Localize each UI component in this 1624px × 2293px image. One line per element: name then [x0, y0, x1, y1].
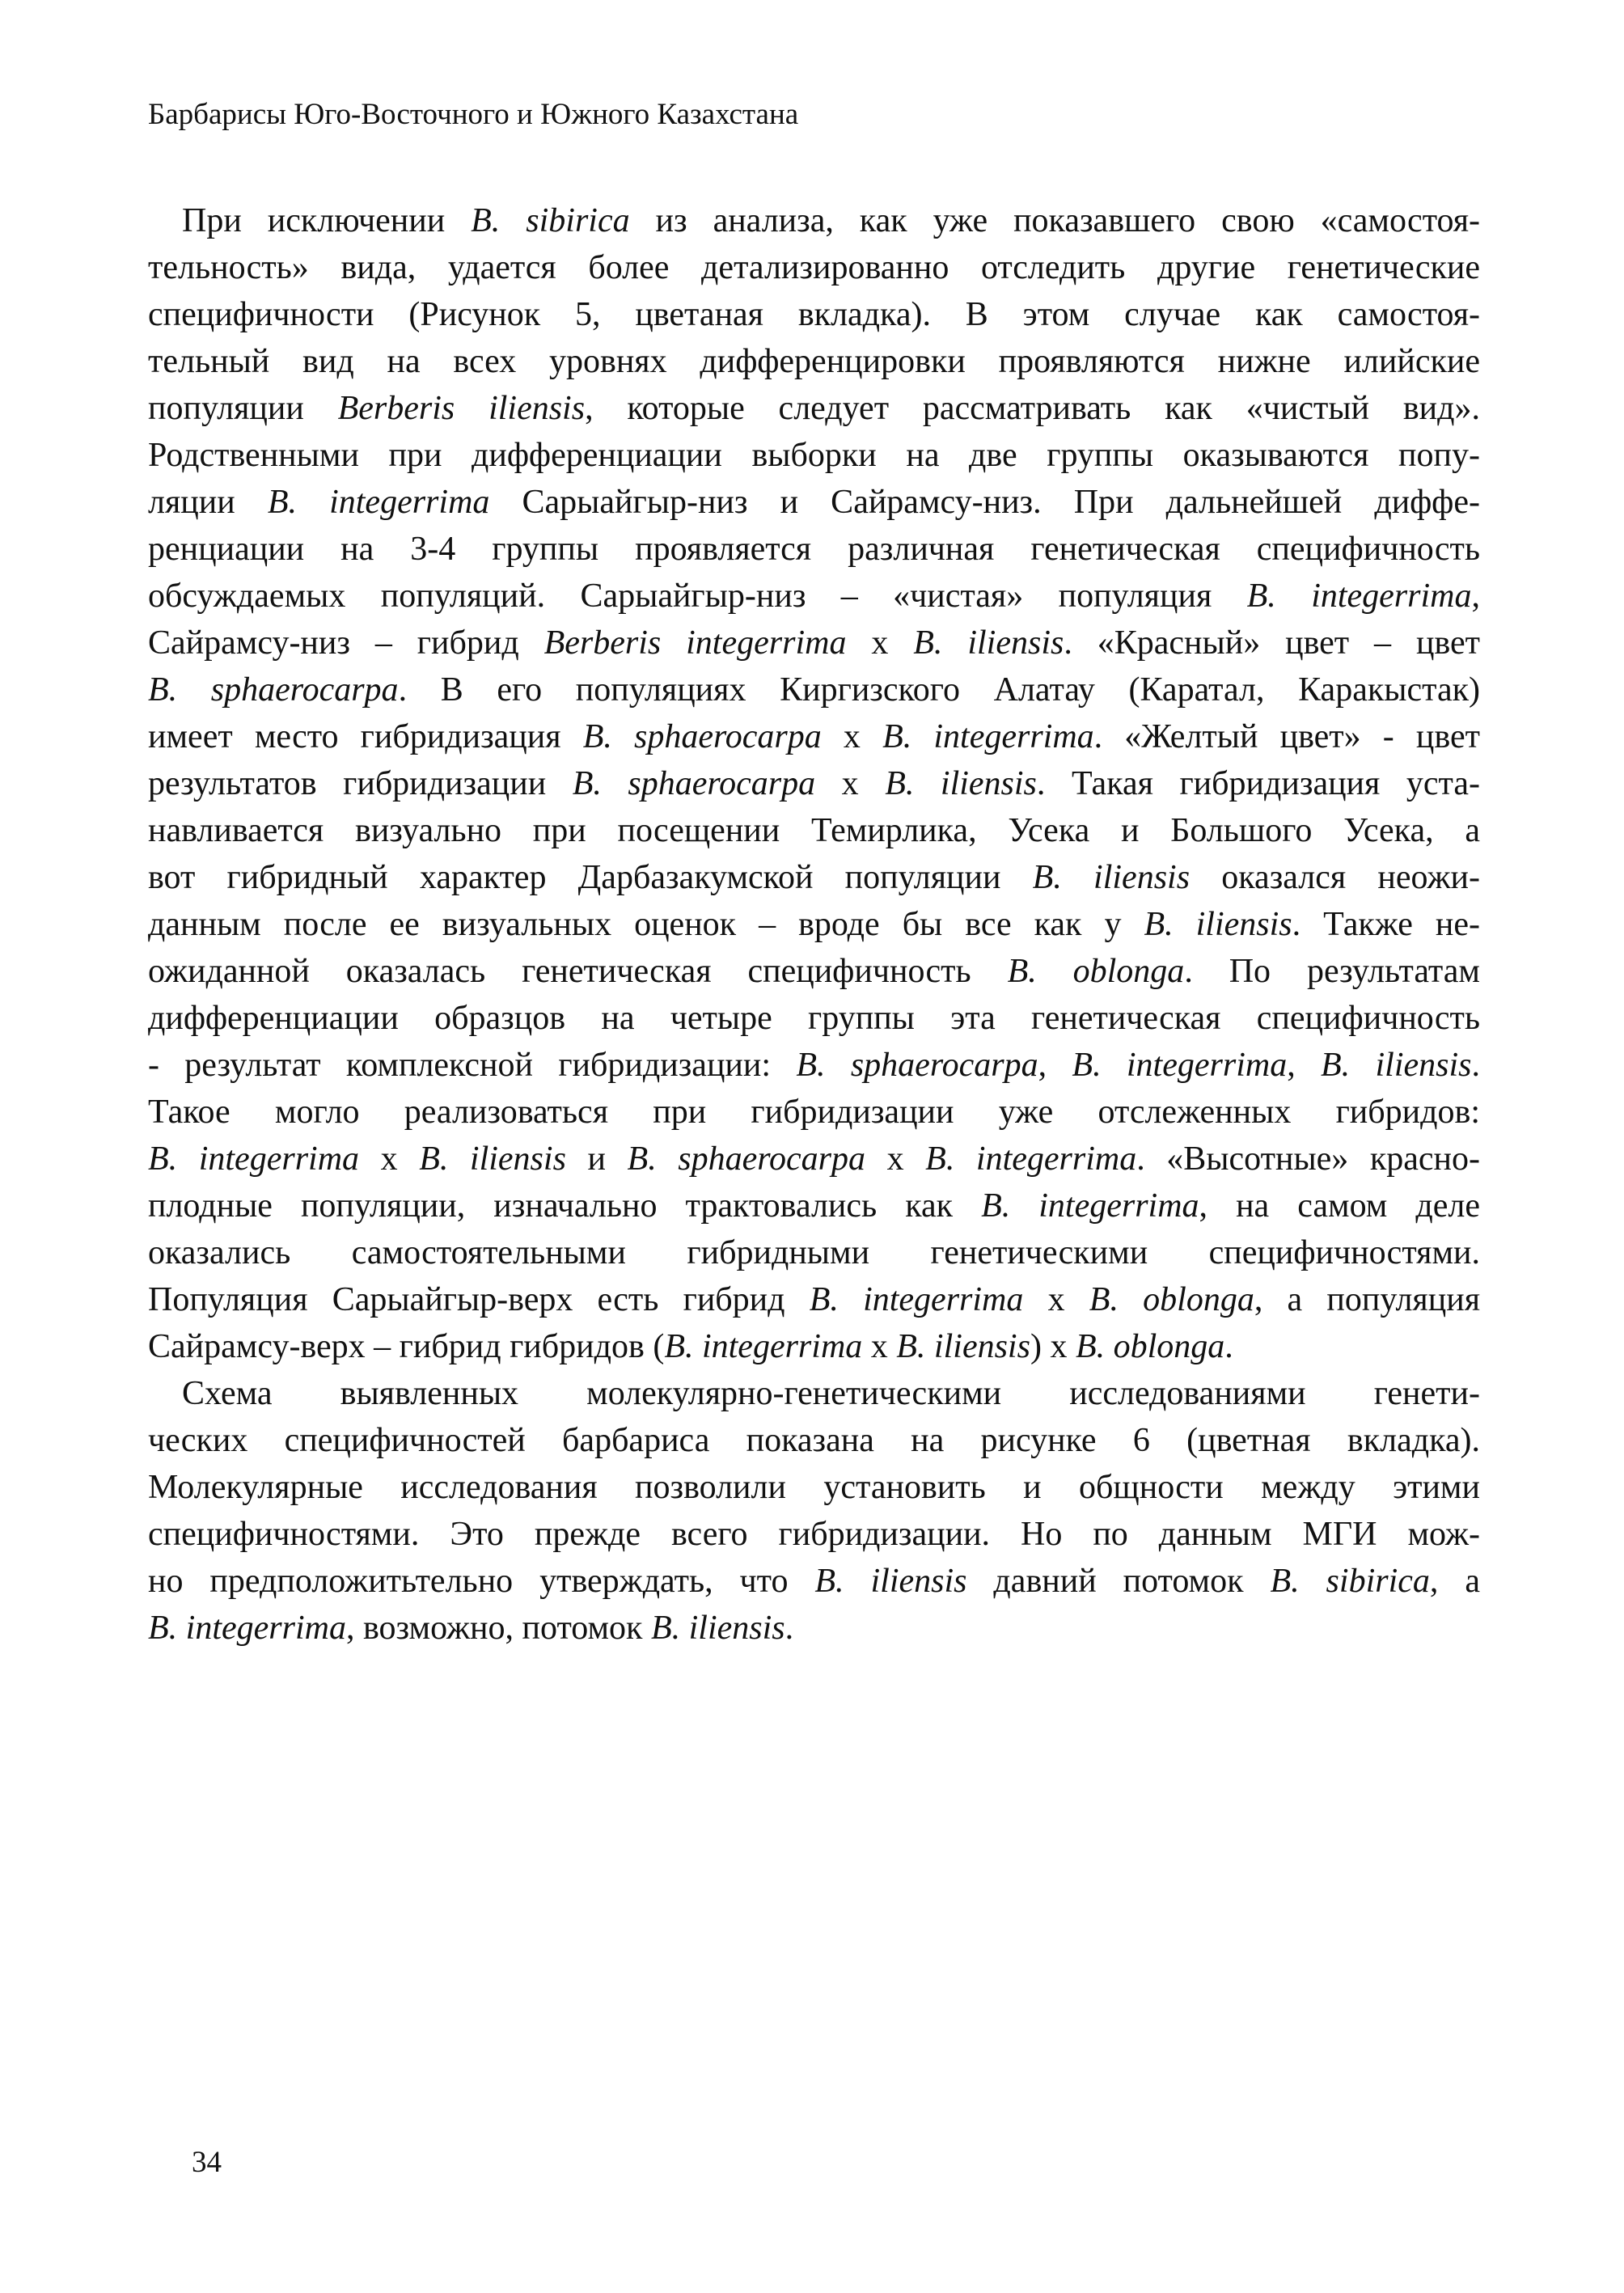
text-segment: x [821, 718, 883, 755]
text-segment: популяции [148, 390, 338, 427]
text-line [148, 807, 1480, 854]
text-line [148, 338, 1480, 385]
text-segment: x [1023, 1281, 1089, 1318]
text-segment: , на самом деле [1199, 1187, 1480, 1225]
text-line [148, 526, 1480, 573]
species-name: B. sphaerocarpa [572, 765, 816, 802]
species-name: B. iliensis [650, 1610, 785, 1647]
text-line [148, 854, 1480, 901]
text-line [148, 291, 1480, 338]
text-line [148, 948, 1480, 995]
text-segment: обсуждаемых популяций. Сарыайгыр-низ – «чистая» популяция [148, 577, 1247, 615]
text-segment: Молекулярные исследования позволили установить и общности между этими [148, 1469, 1480, 1506]
text-segment: . «Желтый цвет» - цвет [1093, 718, 1480, 755]
species-name: B. integerrima [925, 1140, 1137, 1178]
text-line [148, 1511, 1480, 1558]
running-header: Барбарисы Юго-Восточного и Южного Казахстана [148, 98, 799, 131]
text-segment: . «Высотные» красно- [1136, 1140, 1481, 1178]
text-segment: из анализа, как уже показавшего свою «самостоя- [629, 202, 1481, 239]
text-segment: ) x [1030, 1328, 1076, 1365]
text-line [148, 1136, 1480, 1182]
text-segment: Сайрамсу-верх – гибрид гибридов ( [148, 1328, 665, 1365]
text-line [148, 666, 1480, 713]
text-line [148, 620, 1480, 666]
text-segment: Сайрамсу-низ – гибрид [148, 624, 544, 662]
text-segment: вот гибридный характер Дарбазакумской популяции [148, 859, 1033, 896]
text-segment: результатов гибридизации [148, 765, 573, 802]
text-line [148, 1605, 1480, 1652]
text-line [148, 244, 1480, 291]
text-segment: ческих специфичностей барбариса показана на рисунке 6 (цветная вкладка). [148, 1422, 1480, 1459]
text-line [148, 385, 1480, 432]
text-line [148, 1229, 1480, 1276]
text-segment: , а популяция [1254, 1281, 1481, 1318]
text-line [148, 479, 1480, 526]
text-segment: тельный вид на всех уровнях дифференцировки проявляются нижне илийские [148, 343, 1480, 380]
text-segment: специфичности (Рисунок 5, цветаная вкладка). В этом случае как самостоя- [148, 296, 1480, 333]
text-line [148, 1558, 1480, 1605]
text-segment: , [1471, 577, 1480, 615]
text-segment: , а [1429, 1563, 1480, 1600]
text-line [148, 1464, 1480, 1511]
text-line [148, 760, 1480, 807]
species-name: B. oblonga [1007, 953, 1185, 990]
text-segment: Сарыайгыр-низ и Сайрамсу-низ. При дальнейшей диффе- [489, 484, 1480, 521]
species-name: B. iliensis [814, 1563, 967, 1600]
text-segment: При исключении [182, 202, 472, 239]
species-name: B. sphaerocarpa [796, 1047, 1038, 1084]
text-segment: x [865, 1140, 926, 1178]
species-name: Berberis iliensis [337, 390, 586, 427]
text-segment: давний потомок [966, 1563, 1271, 1600]
text-segment: . [1224, 1328, 1233, 1365]
text-line [148, 1370, 1480, 1417]
species-name: B. iliensis [419, 1140, 566, 1178]
text-segment: Популяция Сарыайгыр-верх есть гибрид [148, 1281, 810, 1318]
text-segment: , возможно, потомок [345, 1610, 651, 1647]
text-line [148, 713, 1480, 760]
text-segment: данным после ее визуальных оценок – вроде бы все как у [148, 906, 1144, 943]
text-line [148, 432, 1480, 479]
text-line [148, 573, 1480, 620]
text-segment: x [815, 765, 886, 802]
text-segment: x [846, 624, 914, 662]
text-segment: ожиданной оказалась генетическая специфичность [148, 953, 1008, 990]
text-segment: . По результатам [1184, 953, 1480, 990]
species-name: B. oblonga [1075, 1328, 1225, 1365]
species-name: B. iliensis [885, 765, 1037, 802]
body-text [148, 197, 1480, 1652]
species-name: B. integerrima [981, 1187, 1199, 1225]
text-segment: - результат комплексной гибридизации: [148, 1047, 797, 1084]
species-name: B. sphaerocarpa [582, 718, 822, 755]
species-name: B. integerrima [1246, 577, 1472, 615]
species-name: B. integerrima [148, 1140, 360, 1178]
text-segment: но предположитьтельно утверждать, что [148, 1563, 815, 1600]
text-line [148, 1276, 1480, 1323]
text-segment: Схема выявленных молекулярно-генетическими исследованиями генети- [182, 1375, 1480, 1412]
text-segment: , [1287, 1047, 1322, 1084]
text-segment: . «Красный» цвет – цвет [1064, 624, 1481, 662]
text-segment: ренциации на 3-4 группы проявляется различная генетическая специфичность [148, 531, 1480, 568]
text-line [148, 1089, 1480, 1136]
species-name: B. sphaerocarpa [627, 1140, 866, 1178]
text-segment: Родственными при дифференциации выборки на две группы оказываются попу- [148, 437, 1480, 474]
text-segment: ляции [148, 484, 268, 521]
text-segment: плодные популяции, изначально трактовались как [148, 1187, 982, 1225]
species-name: B. integerrima [664, 1328, 863, 1365]
text-line [148, 197, 1480, 244]
species-name: B. iliensis [1321, 1047, 1472, 1084]
text-segment: , которые следует рассматривать как «чистый вид». [585, 390, 1480, 427]
text-line [148, 1182, 1480, 1229]
species-name: B. integerrima [267, 484, 490, 521]
text-segment: . [1471, 1047, 1481, 1084]
text-segment: x [862, 1328, 897, 1365]
species-name: B. oblonga [1089, 1281, 1254, 1318]
species-name: B. integerrima [882, 718, 1094, 755]
species-name: B. integerrima [1072, 1047, 1288, 1084]
text-segment: . [785, 1610, 794, 1647]
text-line [148, 1323, 1480, 1370]
text-segment: , [1038, 1047, 1072, 1084]
text-segment: и [565, 1140, 628, 1178]
text-line [148, 901, 1480, 948]
species-name: Berberis integerrima [543, 624, 847, 662]
paragraph [148, 197, 1480, 1370]
text-segment: специфичностями. Это прежде всего гибридизации. Но по данным МГИ мож- [148, 1516, 1480, 1553]
species-name: B. iliensis [896, 1328, 1030, 1365]
text-line [148, 995, 1480, 1042]
text-segment: . Такая гибридизация уста- [1036, 765, 1481, 802]
species-name: B. integerrima [809, 1281, 1024, 1318]
text-segment: тельность» вида, удается более детализированно отследить другие генетические [148, 249, 1480, 286]
species-name: B. sibirica [1270, 1563, 1430, 1600]
text-segment: x [359, 1140, 420, 1178]
paragraph [148, 1370, 1480, 1652]
species-name: B. sphaerocarpa [148, 671, 399, 709]
text-segment: . В его популяциях Киргизского Алатау (Каратал, Каракыстак) [398, 671, 1480, 709]
species-name: B. sibirica [471, 202, 630, 239]
text-line [148, 1417, 1480, 1464]
text-segment: оказался неожи- [1190, 859, 1480, 896]
page-number: 34 [192, 2146, 222, 2179]
text-segment: навливается визуально при посещении Темирлика, Усека и Большого Усека, а [148, 812, 1480, 849]
species-name: B. iliensis [1032, 859, 1191, 896]
text-segment: имеет место гибридизация [148, 718, 583, 755]
text-line [148, 1042, 1480, 1089]
species-name: B. integerrima [148, 1610, 346, 1647]
species-name: B. iliensis [1144, 906, 1292, 943]
text-segment: дифференциации образцов на четыре группы эта генетическая специфичность [148, 1000, 1480, 1037]
text-segment: Такое могло реализоваться при гибридизации уже отслеженных гибридов: [148, 1094, 1480, 1131]
text-segment: . Также не- [1292, 906, 1480, 943]
species-name: B. iliensis [913, 624, 1064, 662]
text-segment: оказались самостоятельными гибридными генетическими специфичностями. [148, 1234, 1480, 1271]
